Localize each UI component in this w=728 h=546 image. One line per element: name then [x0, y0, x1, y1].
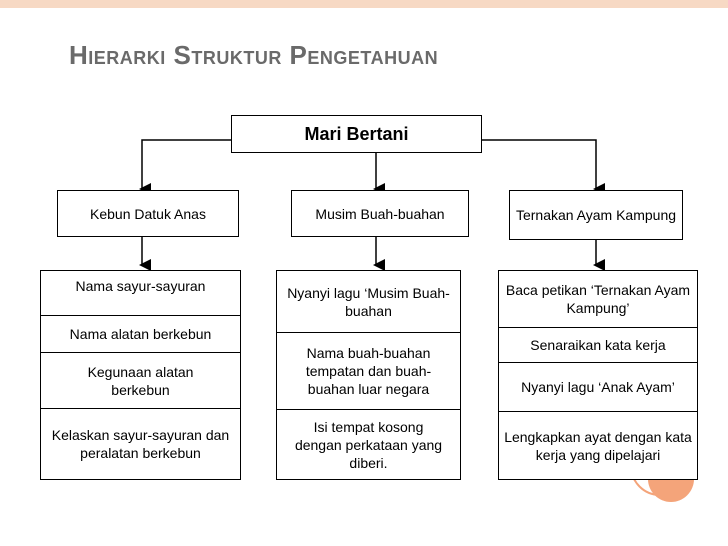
connector-root-right: [482, 140, 596, 189]
branch-heading-ternakan: Ternakan Ayam Kampung: [509, 190, 683, 240]
root-node: Mari Bertani: [231, 115, 482, 153]
list-item-ternakan-1: Baca petikan ‘Ternakan Ayam Kampung’: [498, 270, 698, 328]
branch-heading-musim: Musim Buah-buahan: [291, 190, 469, 237]
branch-heading-kebun: Kebun Datuk Anas: [57, 190, 239, 237]
list-item-musim-2: Nama buah-buahan tempatan dan buah-buahan luar negara: [276, 332, 461, 410]
list-item-ternakan-4: Lengkapkan ayat dengan kata kerja yang dipelajari: [498, 411, 698, 480]
list-item-kebun-4: Kelaskan sayur-sayuran dan peralatan berkebun: [40, 408, 241, 480]
list-item-musim-3: Isi tempat kosong dengan perkataan yang diberi.: [276, 409, 461, 480]
list-item-ternakan-2: Senaraikan kata kerja: [498, 327, 698, 363]
list-item-musim-1: Nyanyi lagu ‘Musim Buah-buahan: [276, 270, 461, 333]
connector-root-left: [142, 140, 231, 189]
list-item-ternakan-3: Nyanyi lagu ‘Anak Ayam’: [498, 362, 698, 412]
list-item-kebun-3: Kegunaan alatan berkebun: [40, 352, 241, 409]
page-title: Hierarki Struktur Pengetahuan: [69, 40, 439, 70]
list-item-kebun-1: Nama sayur-sayuran: [40, 270, 241, 316]
list-item-kebun-2: Nama alatan berkebun: [40, 315, 241, 353]
